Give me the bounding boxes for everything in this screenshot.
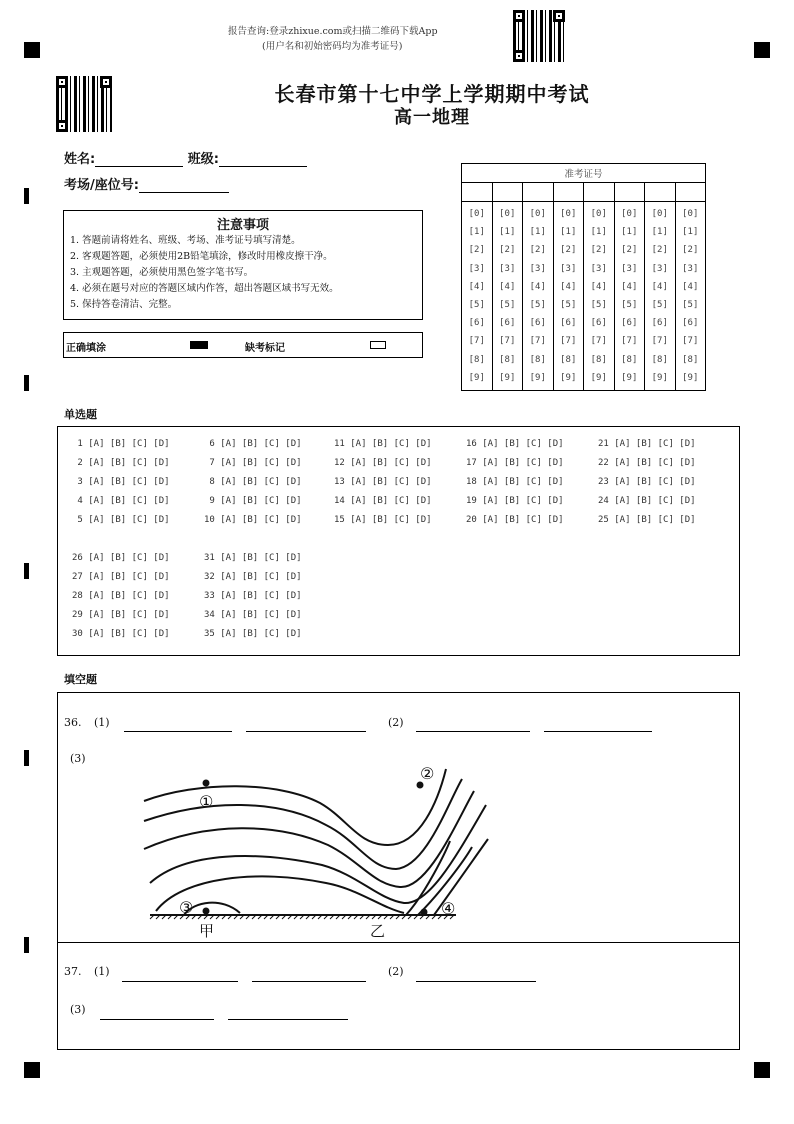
exam-id-digit-bubble[interactable]: [0] xyxy=(468,209,485,219)
exam-id-digit-bubble[interactable]: [5] xyxy=(499,300,516,311)
password-notice: (用户名和初始密码均为准考证号) xyxy=(262,41,403,52)
question-6-options[interactable]: 6 [A] [B] [C] [D] xyxy=(204,439,302,449)
exam-id-digit-bubble[interactable]: [1] xyxy=(682,227,699,238)
exam-id-digit-bubble[interactable]: [8] xyxy=(499,354,516,365)
question-7-options[interactable]: 7 [A] [B] [C] [D] xyxy=(204,458,302,468)
exam-id-digit-bubble[interactable]: [9] xyxy=(529,372,546,383)
exam-id-digit-column xyxy=(614,202,645,391)
question-33-options[interactable]: 33 [A] [B] [C] [D] xyxy=(204,591,302,601)
question-2-options[interactable]: 2 [A] [B] [C] [D] xyxy=(72,458,170,468)
exam-id-write-cell[interactable] xyxy=(645,183,676,202)
exam-id-digit-bubble[interactable]: [4] xyxy=(590,281,607,292)
location-jia-label: 甲 xyxy=(199,922,215,940)
class-input[interactable] xyxy=(219,152,307,167)
q37-part2-answer[interactable] xyxy=(416,981,536,982)
side-marker xyxy=(24,188,29,204)
question-27-options[interactable]: 27 [A] [B] [C] [D] xyxy=(72,572,170,582)
exam-id-digit-bubble[interactable]: [4] xyxy=(621,281,638,292)
exam-title: 长春市第十七中学上学期期中考试 xyxy=(274,82,590,106)
exam-id-digit-bubble[interactable]: [5] xyxy=(682,300,699,311)
corner-marker-bottom-left xyxy=(24,1062,40,1078)
exam-id-digit-bubble[interactable]: [5] xyxy=(651,300,668,311)
question-18-options[interactable]: 18 [A] [B] [C] [D] xyxy=(466,477,564,487)
exam-id-digit-bubble[interactable]: [2] xyxy=(651,245,668,256)
question-22-options[interactable]: 22 [A] [B] [C] [D] xyxy=(598,458,696,468)
notes-title: 注意事项 xyxy=(216,218,269,233)
exam-id-digit-bubble[interactable]: [0] xyxy=(590,209,607,219)
exam-id-digit-bubble[interactable]: [6] xyxy=(590,318,607,329)
name-input[interactable] xyxy=(95,152,183,167)
question-11-options[interactable]: 11 [A] [B] [C] [D] xyxy=(334,439,432,449)
side-marker xyxy=(24,937,29,953)
notes-box xyxy=(63,210,423,320)
exam-id-digit-bubble[interactable]: [9] xyxy=(499,372,516,383)
question-8-options[interactable]: 8 [A] [B] [C] [D] xyxy=(204,477,302,487)
exam-id-digit-bubble[interactable]: [5] xyxy=(529,300,546,311)
name-field-row xyxy=(64,148,307,167)
point-3-label: ③ xyxy=(179,898,194,917)
question-9-options[interactable]: 9 [A] [B] [C] [D] xyxy=(204,496,302,506)
notes-item: 4. 必须在题号对应的答题区域内作答，超出答题区域书写无效。 xyxy=(70,283,339,294)
exam-id-digit-bubble[interactable]: [6] xyxy=(651,318,668,329)
seat-input[interactable] xyxy=(139,178,229,193)
corner-marker-top-right xyxy=(754,42,770,58)
exam-id-digit-column xyxy=(645,202,676,391)
exam-id-grid xyxy=(461,163,706,391)
question-30-options[interactable]: 30 [A] [B] [C] [D] xyxy=(72,629,170,639)
question-34-options[interactable]: 34 [A] [B] [C] [D] xyxy=(204,610,302,620)
exam-id-digit-bubble[interactable]: [3] xyxy=(590,263,607,274)
question-10-options[interactable]: 10 [A] [B] [C] [D] xyxy=(204,515,302,525)
correct-fill-sample xyxy=(190,341,208,349)
absent-mark-label: 缺考标记 xyxy=(245,343,285,354)
single-choice-label: 单选题 xyxy=(64,408,97,421)
q37-part3-label: (3) xyxy=(70,1003,86,1016)
exam-id-digit-bubble[interactable]: [1] xyxy=(468,227,485,238)
exam-id-digit-bubble[interactable]: [7] xyxy=(621,336,638,347)
exam-id-digit-bubble[interactable]: [4] xyxy=(499,281,516,292)
exam-id-digit-column xyxy=(584,202,615,391)
marking-example-box xyxy=(63,332,423,358)
exam-id-digit-bubble[interactable]: [6] xyxy=(560,318,577,329)
exam-id-digit-bubble[interactable]: [1] xyxy=(621,227,638,238)
exam-id-digit-bubble[interactable]: [7] xyxy=(590,336,607,347)
exam-id-digit-bubble[interactable]: [3] xyxy=(621,263,638,274)
exam-id-digit-bubble[interactable]: [2] xyxy=(621,245,638,256)
exam-id-digit-bubble[interactable]: [0] xyxy=(560,209,577,219)
exam-id-digit-bubble[interactable]: [2] xyxy=(529,245,546,256)
exam-id-write-cell[interactable] xyxy=(553,183,584,202)
exam-id-digit-bubble[interactable]: [9] xyxy=(682,372,699,383)
side-marker xyxy=(24,563,29,579)
exam-id-digit-bubble[interactable]: [4] xyxy=(651,281,668,292)
exam-id-digit-bubble[interactable]: [3] xyxy=(682,263,699,274)
point-4-label: ④ xyxy=(441,899,456,918)
exam-id-digit-bubble[interactable]: [3] xyxy=(651,263,668,274)
exam-id-digit-bubble[interactable]: [1] xyxy=(529,227,546,238)
q37-part3-answer-b[interactable] xyxy=(228,1019,348,1020)
exam-id-digit-bubble[interactable]: [7] xyxy=(651,336,668,347)
corner-marker-top-left xyxy=(24,42,40,58)
notes-item: 5. 保持答卷清洁、完整。 xyxy=(70,299,178,310)
question-23-options[interactable]: 23 [A] [B] [C] [D] xyxy=(598,477,696,487)
exam-id-digit-bubble[interactable]: [7] xyxy=(499,336,516,347)
fill-blank-box xyxy=(57,692,740,1050)
question-28-options[interactable]: 28 [A] [B] [C] [D] xyxy=(72,591,170,601)
question-1-options[interactable]: 1 [A] [B] [C] [D] xyxy=(72,439,170,449)
exam-id-digit-bubble[interactable]: [5] xyxy=(468,300,485,311)
exam-id-digit-column xyxy=(675,202,706,391)
q36-part3-label: (3) xyxy=(70,752,86,765)
location-yi-label: 乙 xyxy=(370,922,386,940)
exam-id-write-cell[interactable] xyxy=(523,183,554,202)
class-label: 班级: xyxy=(187,152,219,167)
question-19-options[interactable]: 19 [A] [B] [C] [D] xyxy=(466,496,564,506)
exam-id-digit-bubble[interactable]: [6] xyxy=(468,318,485,329)
absent-mark-box[interactable] xyxy=(370,341,386,349)
qr-code-top xyxy=(513,10,565,62)
exam-id-digit-bubble[interactable]: [2] xyxy=(590,245,607,256)
exam-id-digit-bubble[interactable]: [4] xyxy=(560,281,577,292)
question-5-options[interactable]: 5 [A] [B] [C] [D] xyxy=(72,515,170,525)
contour-line-2 xyxy=(144,779,462,869)
question-14-options[interactable]: 14 [A] [B] [C] [D] xyxy=(334,496,432,506)
exam-id-digit-bubble[interactable]: [2] xyxy=(499,245,516,256)
exam-id-write-cell[interactable] xyxy=(462,183,493,202)
corner-marker-bottom-right xyxy=(754,1062,770,1078)
point-4-dot xyxy=(421,909,428,916)
exam-id-digit-bubble[interactable]: [1] xyxy=(560,227,577,238)
exam-id-digit-bubble[interactable]: [5] xyxy=(560,300,577,311)
seat-label: 考场/座位号: xyxy=(64,178,139,193)
question-21-options[interactable]: 21 [A] [B] [C] [D] xyxy=(598,439,696,449)
exam-id-digit-column xyxy=(492,202,523,391)
question-24-options[interactable]: 24 [A] [B] [C] [D] xyxy=(598,496,696,506)
q37-part2-label: (2) xyxy=(388,965,404,978)
exam-id-digit-bubble[interactable]: [3] xyxy=(468,263,485,274)
exam-id-digit-column xyxy=(553,202,584,391)
question-29-options[interactable]: 29 [A] [B] [C] [D] xyxy=(72,610,170,620)
question-35-options[interactable]: 35 [A] [B] [C] [D] xyxy=(204,629,302,639)
exam-id-digit-bubble[interactable]: [4] xyxy=(529,281,546,292)
question-16-options[interactable]: 16 [A] [B] [C] [D] xyxy=(466,439,564,449)
exam-id-digit-bubble[interactable]: [8] xyxy=(468,354,485,365)
question-20-options[interactable]: 20 [A] [B] [C] [D] xyxy=(466,515,564,525)
exam-id-digit-bubble[interactable]: [7] xyxy=(468,336,485,347)
q37-part1-answer-a[interactable] xyxy=(122,981,238,982)
exam-id-digit-bubble[interactable]: [3] xyxy=(499,263,516,274)
correct-fill-label: 正确填涂 xyxy=(66,343,106,354)
exam-id-digit-bubble[interactable]: [7] xyxy=(682,336,699,347)
exam-id-digit-bubble[interactable]: [6] xyxy=(621,318,638,329)
exam-id-digit-bubble[interactable]: [7] xyxy=(529,336,546,347)
question-32-options[interactable]: 32 [A] [B] [C] [D] xyxy=(204,572,302,582)
exam-id-digit-bubble[interactable]: [1] xyxy=(590,227,607,238)
question-13-options[interactable]: 13 [A] [B] [C] [D] xyxy=(334,477,432,487)
question-25-options[interactable]: 25 [A] [B] [C] [D] xyxy=(598,515,696,525)
exam-id-write-cell[interactable] xyxy=(614,183,645,202)
name-label: 姓名: xyxy=(64,152,96,167)
notes-item: 1. 答题前请将姓名、班级、考场、准考证号填写清楚。 xyxy=(70,235,301,246)
report-notice: 报告查询:登录zhixue.com或扫描二维码下载App xyxy=(228,26,438,37)
question-12-options[interactable]: 12 [A] [B] [C] [D] xyxy=(334,458,432,468)
question-31-options[interactable]: 31 [A] [B] [C] [D] xyxy=(204,553,302,563)
exam-subject: 高一地理 xyxy=(394,107,470,128)
q37-part3-answer-a[interactable] xyxy=(100,1019,214,1020)
isobar-diagram xyxy=(58,693,741,943)
exam-id-digit-bubble[interactable]: [4] xyxy=(682,281,699,292)
point-3-dot xyxy=(203,908,210,915)
fill-blank-label: 填空题 xyxy=(64,673,97,686)
exam-id-digit-bubble[interactable]: [8] xyxy=(621,354,638,365)
q36-part2-label: (2) xyxy=(388,716,404,729)
notes-item: 2. 客观题答题，必须使用2B铅笔填涂，修改时用橡皮擦干净。 xyxy=(70,251,333,262)
point-2-label: ② xyxy=(420,764,435,783)
exam-id-digit-bubble[interactable]: [3] xyxy=(529,263,546,274)
notes-item: 3. 主观题答题，必须使用黑色签字笔书写。 xyxy=(70,267,254,278)
exam-id-digit-bubble[interactable]: [0] xyxy=(499,209,516,219)
exam-id-digit-bubble[interactable]: [7] xyxy=(560,336,577,347)
seat-field-row xyxy=(64,174,229,193)
exam-id-digit-bubble[interactable]: [0] xyxy=(682,209,699,219)
exam-id-digit-column xyxy=(523,202,554,391)
exam-id-label: 准考证号 xyxy=(462,164,706,183)
exam-id-digit-bubble[interactable]: [8] xyxy=(590,354,607,365)
single-choice-box xyxy=(57,426,740,656)
exam-id-digit-bubble[interactable]: [2] xyxy=(682,245,699,256)
exam-id-digit-bubble[interactable]: [2] xyxy=(560,245,577,256)
point-1-label: ① xyxy=(199,792,214,811)
exam-id-write-cell[interactable] xyxy=(492,183,523,202)
exam-id-digit-bubble[interactable]: [1] xyxy=(499,227,516,238)
q37-number: 37. xyxy=(64,965,82,978)
exam-id-digit-bubble[interactable]: [0] xyxy=(621,209,638,219)
exam-id-digit-bubble[interactable]: [9] xyxy=(621,372,638,383)
q36-number: 36. xyxy=(64,716,82,729)
exam-id-digit-bubble[interactable]: [8] xyxy=(651,354,668,365)
exam-id-digit-column xyxy=(462,202,493,391)
exam-id-digit-bubble[interactable]: [5] xyxy=(590,300,607,311)
exam-id-digit-bubble[interactable]: [6] xyxy=(682,318,699,329)
exam-id-digit-bubble[interactable]: [9] xyxy=(560,372,577,383)
side-marker xyxy=(24,750,29,766)
exam-id-digit-bubble[interactable]: [9] xyxy=(651,372,668,383)
q36-part1-label: (1) xyxy=(94,716,110,729)
question-15-options[interactable]: 15 [A] [B] [C] [D] xyxy=(334,515,432,525)
exam-id-digit-bubble[interactable]: [8] xyxy=(529,354,546,365)
exam-id-digit-bubble[interactable]: [5] xyxy=(621,300,638,311)
point-1-dot xyxy=(203,780,210,787)
exam-id-digit-bubble[interactable]: [2] xyxy=(468,245,485,256)
exam-id-digit-bubble[interactable]: [9] xyxy=(468,372,485,383)
exam-id-write-cell[interactable] xyxy=(584,183,615,202)
exam-id-digit-bubble[interactable]: [0] xyxy=(529,209,546,219)
exam-id-digit-bubble[interactable]: [8] xyxy=(560,354,577,365)
q37-part1-label: (1) xyxy=(94,965,110,978)
question-4-options[interactable]: 4 [A] [B] [C] [D] xyxy=(72,496,170,506)
question-3-options[interactable]: 3 [A] [B] [C] [D] xyxy=(72,477,170,487)
q37-part1-answer-b[interactable] xyxy=(252,981,366,982)
exam-id-digit-bubble[interactable]: [0] xyxy=(651,209,668,219)
question-26-options[interactable]: 26 [A] [B] [C] [D] xyxy=(72,553,170,563)
exam-id-digit-bubble[interactable]: [9] xyxy=(590,372,607,383)
contour-line-3 xyxy=(144,791,474,887)
exam-id-digit-bubble[interactable]: [1] xyxy=(651,227,668,238)
side-marker xyxy=(24,375,29,391)
exam-id-digit-bubble[interactable]: [3] xyxy=(560,263,577,274)
exam-id-digit-bubble[interactable]: [6] xyxy=(499,318,516,329)
question-17-options[interactable]: 17 [A] [B] [C] [D] xyxy=(466,458,564,468)
exam-id-digit-bubble[interactable]: [4] xyxy=(468,281,485,292)
contour-line-4 xyxy=(150,805,486,903)
exam-id-digit-bubble[interactable]: [8] xyxy=(682,354,699,365)
exam-id-digit-bubble[interactable]: [6] xyxy=(529,318,546,329)
exam-id-write-cell[interactable] xyxy=(675,183,706,202)
